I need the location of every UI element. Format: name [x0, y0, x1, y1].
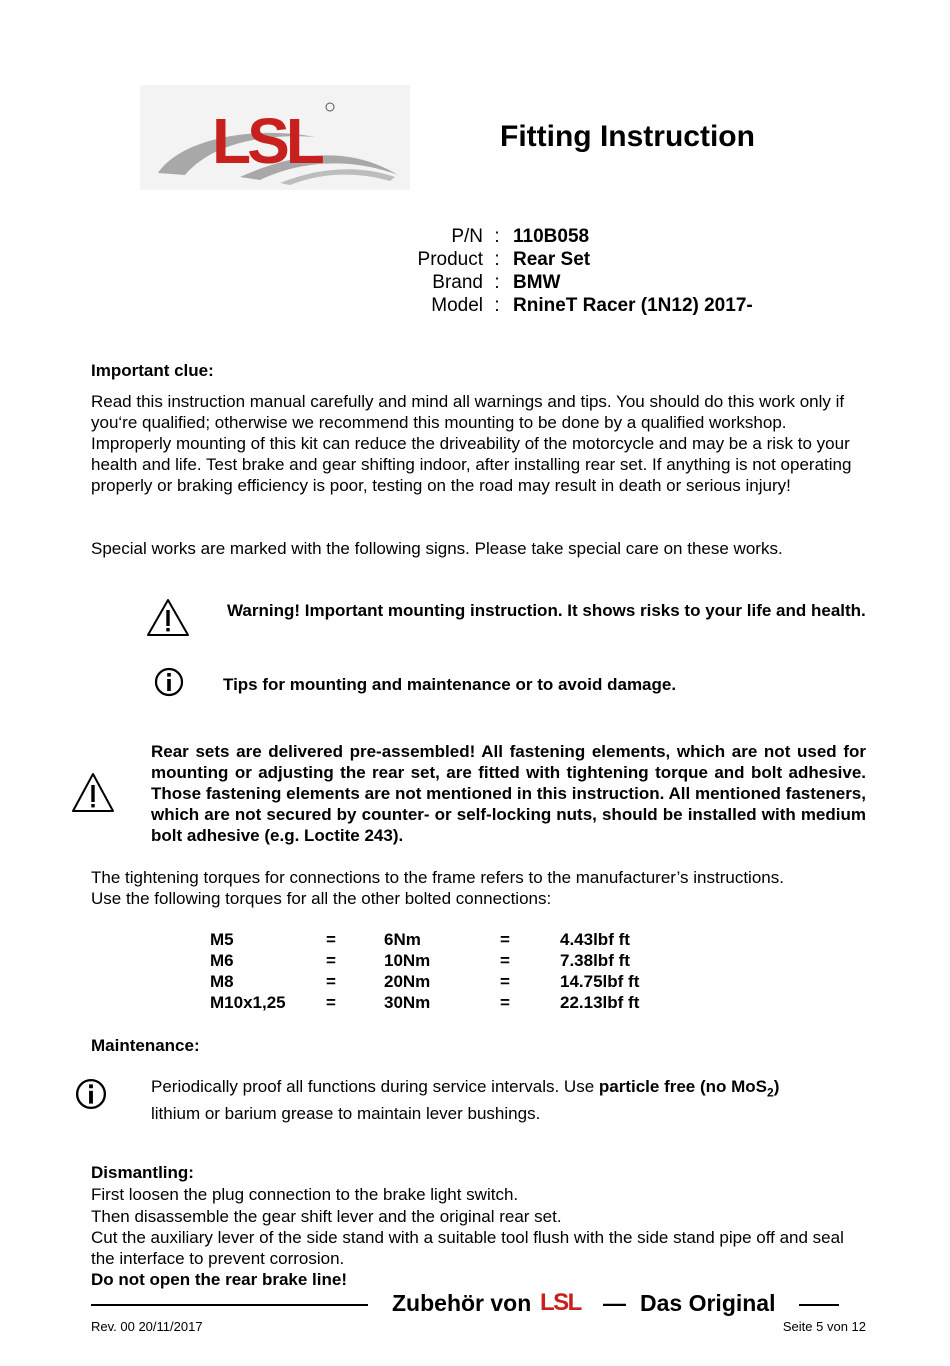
maintenance-text-a: Periodically proof all functions during service intervals. Use — [151, 1077, 599, 1096]
spec-value-model: RnineT Racer (1N12) 2017- — [513, 295, 753, 316]
torque-lbf: 22.13lbf ft — [560, 993, 640, 1012]
maintenance-text-bold: particle free (no MoS — [598, 1077, 768, 1096]
important-paragraph: Read this instruction manual carefully and mind all warnings and tips. You should do this work only if you‘re qualified; otherwise we recommend this mounting to be done by a qualified workshop. Improperly mounting of this kit can reduce the driveability of the motorcycle and may be a risk to your health and life. Test brake and gear shifting indoor, after installing rear set. If anything is not operating properly or braking efficiency is poor, testing on the road may result in death or serious injury! — [91, 392, 852, 495]
spec-label-model: Model — [431, 295, 483, 316]
maintenance-heading: Maintenance: — [91, 1036, 200, 1055]
spec-value-product: Rear Set — [513, 249, 591, 270]
torque-equals: = — [326, 972, 336, 991]
warning-text: Warning! Important mounting instruction. It shows risks to your life and health. — [227, 601, 866, 620]
spec-colon: : — [494, 295, 500, 316]
torque-nm: 10Nm — [384, 951, 431, 970]
torque-equals: = — [326, 930, 336, 949]
spec-colon: : — [494, 272, 500, 293]
spec-values — [513, 225, 753, 317]
maintenance-subscript: 2 — [767, 1085, 774, 1100]
dismantling-line2: Then disassemble the gear shift lever and the original rear set. — [91, 1207, 562, 1226]
warning-triangle-icon — [146, 598, 190, 643]
dismantling-line4: Do not open the rear brake line! — [91, 1270, 347, 1289]
footer-logo-text: LSL — [540, 1290, 581, 1314]
spec-colons — [490, 225, 504, 317]
torque-equals: = — [500, 930, 510, 949]
brand-logo — [140, 85, 410, 190]
maintenance-text-bold-end: ) — [773, 1077, 780, 1096]
logo-text: LSL — [212, 105, 321, 177]
torque-size: M10x1,25 — [210, 993, 286, 1012]
torque-lbf: 4.43lbf ft — [560, 930, 630, 949]
footer-logo — [540, 1290, 590, 1319]
spec-value-pn: 110B058 — [513, 226, 590, 247]
footer-rule-left — [91, 1304, 368, 1306]
torque-nm: 30Nm — [384, 993, 431, 1012]
spec-colon: : — [494, 226, 500, 247]
spec-colon: : — [494, 249, 500, 270]
torque-size: M5 — [210, 930, 234, 949]
torque-nm: 20Nm — [384, 972, 431, 991]
spec-labels — [380, 225, 483, 317]
torque-equals: = — [500, 972, 510, 991]
torque-equals: = — [326, 951, 336, 970]
footer-zubehoer: Zubehör von — [392, 1290, 532, 1316]
spec-label-brand: Brand — [432, 272, 483, 293]
info-circle-icon — [75, 1078, 107, 1115]
important-heading: Important clue: — [91, 361, 214, 380]
spec-label-product: Product — [417, 249, 483, 270]
torques-intro-line1: The tightening torques for connections to the frame refers to the manufacturer’s instructions. — [91, 868, 784, 887]
torque-lbf: 14.75lbf ft — [560, 972, 640, 991]
torque-equals: = — [500, 951, 510, 970]
torque-size: M6 — [210, 951, 234, 970]
footer-dash: — — [603, 1290, 626, 1316]
signs-intro: Special works are marked with the following signs. Please take special care on these works. — [91, 539, 783, 558]
info-circle-icon — [154, 667, 184, 702]
spec-value-brand: BMW — [513, 272, 561, 293]
footer-rule-right — [799, 1304, 839, 1306]
dismantling-line3: Cut the auxiliary lever of the side stand with a suitable tool flush with the side stand pipe off and seal the interface to prevent corrosion. — [91, 1228, 844, 1268]
torque-lbf: 7.38lbf ft — [560, 951, 630, 970]
page-title: Fitting Instruction — [500, 120, 755, 153]
torque-nm: 6Nm — [384, 930, 421, 949]
footer-das-original: Das Original — [640, 1290, 776, 1316]
tip-text: Tips for mounting and maintenance or to avoid damage. — [223, 675, 677, 694]
footer-page-number: Seite 5 von 12 — [782, 1319, 866, 1334]
maintenance-text-b: lithium or barium grease to maintain lever bushings. — [151, 1104, 541, 1124]
dismantling-line1: First loosen the plug connection to the brake light switch. — [91, 1185, 519, 1204]
lsl-logo-graphic — [140, 85, 410, 190]
torque-equals: = — [326, 993, 336, 1012]
torque-equals: = — [500, 993, 510, 1012]
spec-label-pn: P/N — [451, 226, 483, 247]
rear-set-notice: Rear sets are delivered pre-assembled! All fastening elements, which are not used for mounting or adjusting the rear set, are fitted with tightening torque and bolt adhesive. Those fastening elements are not mentioned in this instruction. All mentioned fasteners, which are not secured by counter- or self-locking nuts, should be installed with medium bolt adhesive (e.g. Loctite 243). — [151, 742, 866, 845]
maintenance-text — [151, 1076, 851, 1124]
footer-revision: Rev. 00 20/11/2017 — [91, 1319, 203, 1334]
torque-size: M8 — [210, 972, 234, 991]
dismantling-heading: Dismantling: — [91, 1163, 194, 1182]
warning-triangle-icon — [71, 772, 115, 819]
torques-intro-line2: Use the following torques for all the other bolted connections: — [91, 889, 552, 908]
